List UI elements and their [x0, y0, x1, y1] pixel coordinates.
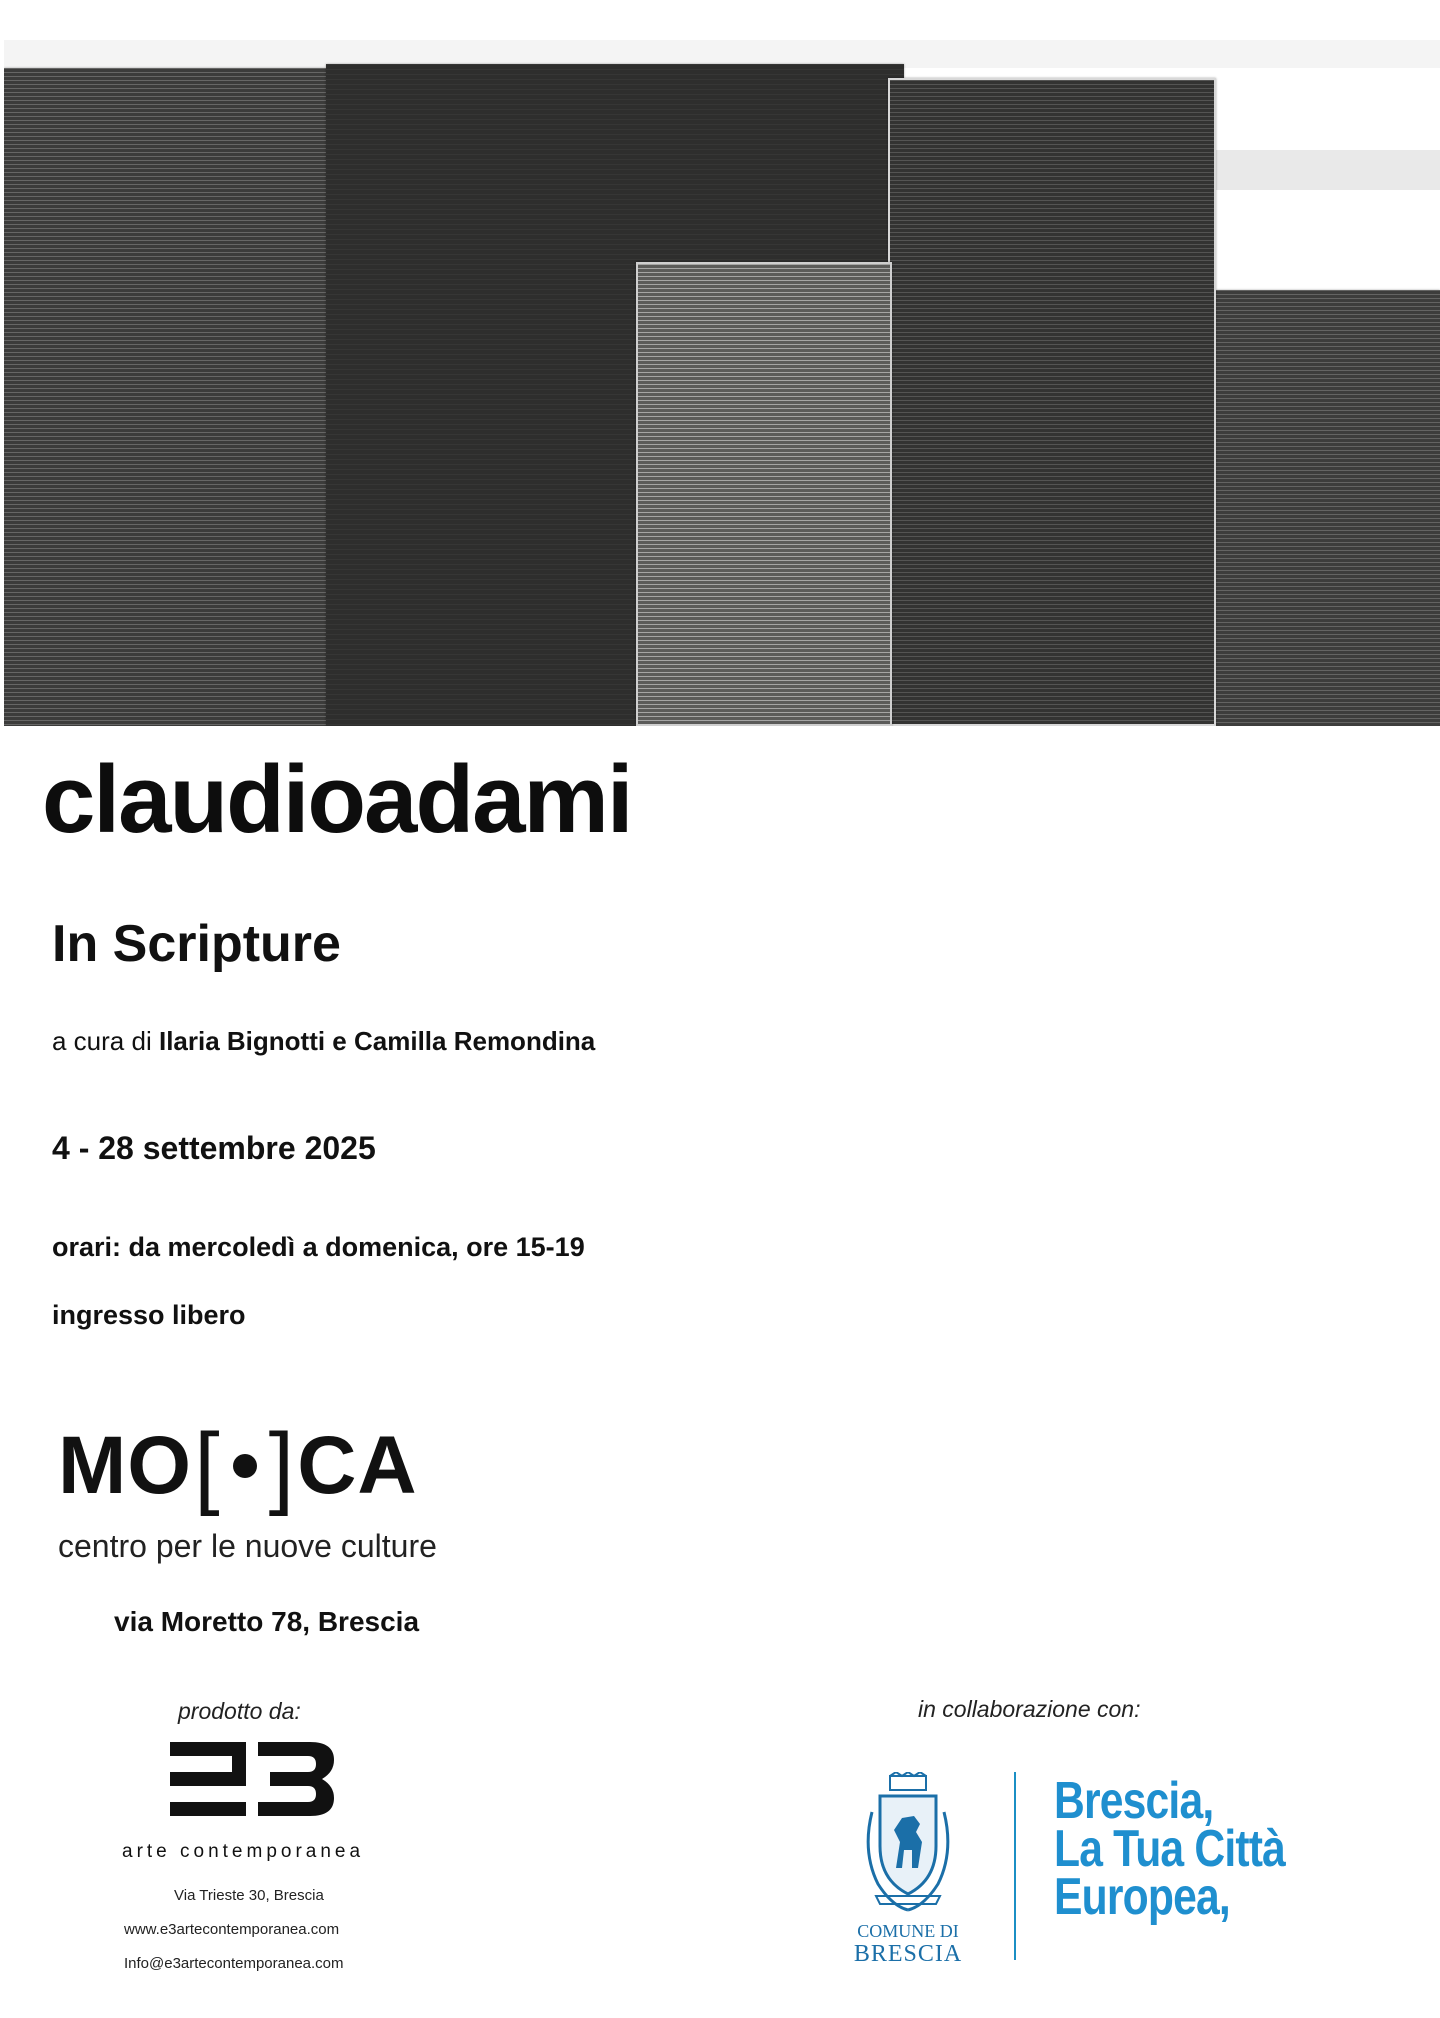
moca-logo: [58, 1415, 418, 1517]
artwork-panel: [1216, 290, 1440, 726]
comune-line1: COMUNE DI: [857, 1921, 959, 1941]
artist-name: claudioadami: [42, 746, 632, 853]
curators-line: [52, 1028, 595, 1054]
slogan-line3: Europea,: [1054, 1867, 1230, 1926]
curators-prefix: a cura di: [52, 1026, 152, 1056]
artwork-panel: [4, 68, 326, 726]
comune-crest-icon: [856, 1772, 960, 1922]
wall-shelf: [1216, 150, 1440, 190]
producer-address: Via Trieste 30, Brescia: [174, 1887, 324, 1904]
moca-logo-right: CA: [297, 1420, 418, 1511]
e3-logo-icon: [170, 1742, 334, 1816]
moca-dot-icon: [233, 1454, 257, 1478]
slogan-line2: La Tua Città: [1054, 1819, 1286, 1878]
producer-website[interactable]: www.e3artecontemporanea.com: [124, 1921, 340, 1938]
exhibition-title: In Scripture: [52, 915, 341, 973]
slogan-line1: Brescia,: [1054, 1772, 1214, 1830]
produced-by-label: prodotto da:: [178, 1698, 301, 1724]
comune-line2: BRESCIA: [853, 1941, 963, 1967]
artwork-panel: [636, 262, 892, 726]
brescia-slogan: [1054, 1772, 1336, 1926]
collaboration-label: in collaborazione con:: [918, 1696, 1141, 1722]
logo-divider: [1014, 1772, 1016, 1960]
artwork-photo: [4, 40, 1440, 726]
curators-names: Ilaria Bignotti e Camilla Remondina: [158, 1026, 596, 1056]
moca-logo-left: MO: [58, 1420, 193, 1511]
venue-subtitle: centro per le nuove culture: [58, 1528, 437, 1564]
exhibition-dates: 4 - 28 settembre 2025: [52, 1130, 376, 1166]
moca-bracket-open: [: [194, 1415, 221, 1517]
producer-name: arte contemporanea: [122, 1841, 365, 1862]
comune-wordmark: [846, 1922, 970, 1966]
artwork-panel: [888, 78, 1216, 726]
moca-bracket-close: ]: [268, 1415, 296, 1517]
opening-hours: orari: da mercoledì a domenica, ore 15-19: [52, 1232, 585, 1262]
producer-email[interactable]: Info@e3artecontemporanea.com: [124, 1955, 344, 1972]
entry-info: ingresso libero: [52, 1300, 246, 1330]
venue-address: via Moretto 78, Brescia: [114, 1606, 420, 1637]
